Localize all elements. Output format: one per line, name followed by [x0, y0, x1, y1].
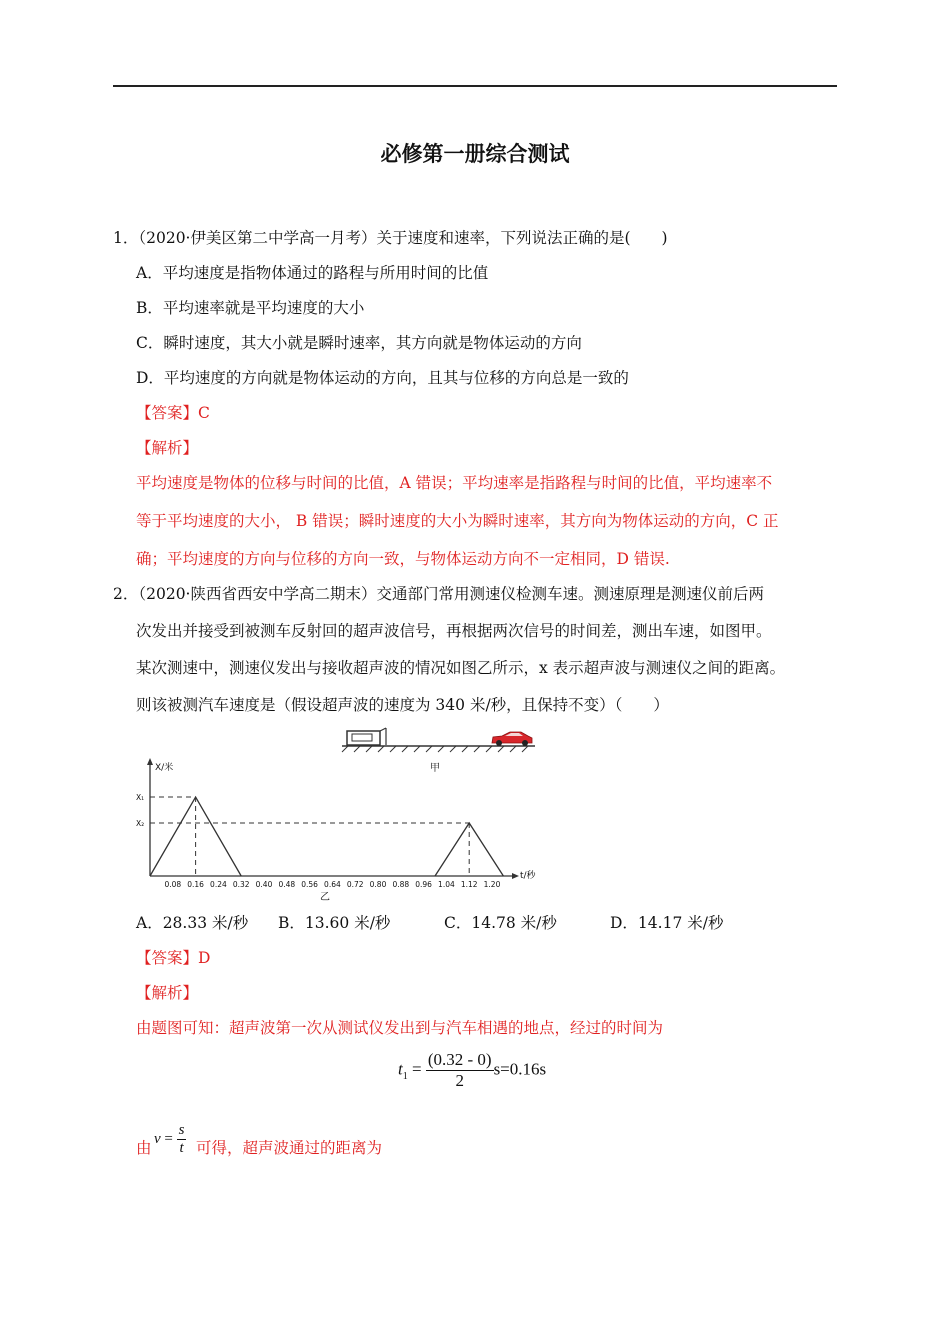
- x-tick-label: 0.32: [232, 880, 250, 889]
- y-tick-label: X₁: [136, 793, 145, 802]
- x-tick-label: 0.24: [210, 880, 227, 889]
- q2-answer: 【答案】D: [136, 949, 211, 967]
- q2-analysis-line2-suffix: 可得，超声波通过的距离为: [196, 1139, 383, 1157]
- x-axis-arrow: [512, 873, 519, 879]
- q2-analysis-label: 【解析】: [136, 984, 199, 1002]
- x-tick-label: 1.12: [460, 880, 478, 889]
- formula-t1-numerator: (0.32 - 0): [427, 1050, 492, 1069]
- q1-option-b: B．平均速率就是平均速度的大小: [136, 299, 365, 317]
- road-line: [342, 746, 535, 752]
- y-tick-label: X₂: [136, 819, 145, 828]
- y-axis-arrow: [147, 758, 153, 765]
- formula-v: v = $\frac{s}{t}$: [154, 1122, 185, 1156]
- q1-option-d: D．平均速度的方向就是物体运动的方向，且其与位移的方向总是一致的: [136, 369, 629, 387]
- figure-yi-label: 乙: [320, 892, 330, 903]
- x-tick-label: 1.04: [438, 880, 455, 889]
- y-axis-label: X/米: [155, 763, 174, 773]
- q1-option-a: A．平均速度是指物体通过的路程与所用时间的比值: [136, 264, 489, 282]
- q1-analysis-line: 平均速度是物体的位移与时间的比值，A 错误；平均速率是指路程与时间的比值，平均速率不: [136, 474, 773, 492]
- x-tick-label: 0.40: [255, 880, 273, 889]
- x-tick-label: 0.72: [346, 880, 364, 889]
- figure-yi-chart: [130, 756, 550, 904]
- q2-option-b: B．13.60 米/秒: [278, 914, 391, 932]
- q2-analysis-line: 由题图可知：超声波第一次从测试仪发出到与汽车相遇的地点，经过的时间为: [136, 1019, 664, 1037]
- x-tick-label: 0.16: [187, 880, 204, 889]
- formula-t1-sub: 1: [402, 1070, 408, 1082]
- formula-v-lhs: v: [154, 1130, 161, 1147]
- formula-t1: $t_1$ = $\frac{(0.32 - 0)}{2}$ s=0.16s: [398, 1050, 547, 1090]
- x-tick-label: 1.20: [483, 880, 501, 889]
- q2-stem-line: 则该被测汽车速度是（假设超声波的速度为 340 米/秒，且保持不变）（ ）: [136, 696, 669, 714]
- figure-jia-label: 甲: [430, 763, 440, 774]
- formula-v-numerator: s: [178, 1122, 185, 1138]
- q2-option-d: D．14.17 米/秒: [610, 914, 724, 932]
- x-tick-label: 0.64: [324, 880, 341, 889]
- x-tick-label: 0.08: [164, 880, 182, 889]
- q1-answer: 【答案】C: [136, 404, 210, 422]
- q1-analysis-line: 等于平均速度的大小， B 错误；瞬时速度的大小为瞬时速率，其方向为物体运动的方向，C 正: [136, 512, 779, 530]
- q2-stem-line: 某次测速中，测速仪发出与接收超声波的情况如图乙所示，x 表示超声波与测速仪之间的距离。: [136, 659, 786, 677]
- x-tick-label: 0.88: [392, 880, 410, 889]
- q2-stem-line: 次发出并接受到被测车反射回的超声波信号，再根据两次信号的时间差，测出车速，如图甲。: [136, 622, 772, 640]
- formula-t1-lhs: t: [398, 1059, 403, 1079]
- x-tick-label: 0.56: [301, 880, 318, 889]
- q2-analysis-line2-prefix: 由: [136, 1139, 152, 1157]
- q1-option-c: C．瞬时速度，其大小就是瞬时速率，其方向就是物体运动的方向: [136, 334, 582, 352]
- q1-stem: 1．（2020·伊美区第二中学高一月考）关于速度和速率，下列说法正确的是( ): [113, 229, 668, 247]
- q2-option-c: C．14.78 米/秒: [444, 914, 557, 932]
- q1-analysis-line: 确；平均速度的方向与位移的方向一致，与物体运动方向不一定相同，D 错误.: [136, 550, 670, 568]
- x-tick-label: 0.48: [278, 880, 296, 889]
- formula-v-denominator: t: [179, 1140, 184, 1156]
- q2-stem-line: 2．（2020·陕西省西安中学高二期末）交通部门常用测速仪检测车速。测速原理是测速仪前后两: [113, 585, 764, 603]
- car-icon: [492, 732, 532, 746]
- formula-t1-rhs: s=0.16s: [493, 1059, 547, 1079]
- x-axis-label: t/秒: [520, 871, 536, 881]
- x-tick-label: 0.96: [415, 880, 432, 889]
- header-rule: [113, 85, 837, 87]
- speed-gun-icon: [347, 728, 386, 745]
- x-tick-label: 0.80: [369, 880, 387, 889]
- formula-t1-denominator: 2: [455, 1071, 464, 1090]
- q1-analysis-label: 【解析】: [136, 439, 199, 457]
- q2-option-a: A．28.33 米/秒: [136, 914, 249, 932]
- page-title: 必修第一册综合测试: [380, 142, 570, 166]
